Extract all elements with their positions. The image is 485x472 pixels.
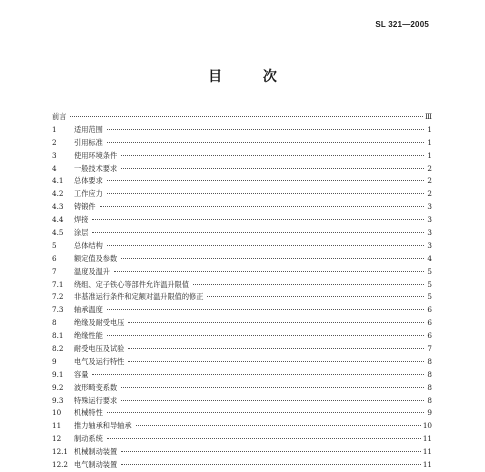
toc-entry[interactable] <box>52 330 432 343</box>
toc-entry-number: 8 <box>52 318 57 328</box>
toc-entry-page: 6 <box>427 318 432 328</box>
toc-entry[interactable] <box>52 420 432 433</box>
toc-entry-page: 11 <box>422 447 432 457</box>
toc-entry-page: 1 <box>427 150 432 160</box>
toc-entry[interactable] <box>52 240 432 253</box>
toc-entry-number: 8.1 <box>52 331 64 341</box>
toc-entry[interactable] <box>52 304 432 317</box>
toc-entry-page: 3 <box>427 240 432 250</box>
toc-entry-number: 2 <box>52 137 57 147</box>
toc-entry-page: 4 <box>427 253 432 263</box>
toc-entry-page: 9 <box>427 408 432 418</box>
table-of-contents <box>52 111 432 472</box>
dot-leader <box>121 450 421 452</box>
toc-entry-number: 4.1 <box>52 176 64 186</box>
toc-entry-number: 9.1 <box>52 369 64 379</box>
toc-entry-number: 3 <box>52 150 57 160</box>
toc-entry[interactable] <box>52 446 432 459</box>
toc-entry-page: 10 <box>422 421 432 431</box>
toc-entry[interactable] <box>52 279 432 292</box>
toc-entry-page: 3 <box>427 202 432 212</box>
toc-entry-number: 8.2 <box>52 344 64 354</box>
dot-leader <box>107 141 424 143</box>
dot-leader <box>128 347 424 349</box>
toc-entry-label: 额定值及参数 <box>74 253 118 263</box>
toc-entry[interactable] <box>52 150 432 163</box>
toc-entry-number: 4.4 <box>52 215 64 225</box>
dot-leader <box>107 128 424 130</box>
toc-entry-number: 4 <box>52 163 57 173</box>
toc-entry[interactable] <box>52 111 432 124</box>
toc-entry-label: 总体结构 <box>74 240 103 250</box>
dot-leader <box>92 373 424 375</box>
toc-entry-label: 特殊运行要求 <box>74 395 118 405</box>
toc-entry[interactable] <box>52 356 432 369</box>
toc-entry-label: 绝缘及耐受电压 <box>74 318 125 328</box>
dot-leader <box>107 179 424 181</box>
dot-leader <box>92 218 424 220</box>
toc-entry-label: 轴承温度 <box>74 305 103 315</box>
toc-entry-label: 机械制动装置 <box>74 447 118 457</box>
toc-entry-page: 11 <box>422 434 432 444</box>
toc-entry-number: 9 <box>52 356 57 366</box>
toc-entry-number: 6 <box>52 253 57 263</box>
toc-entry-label: 引用标准 <box>74 137 103 147</box>
dot-leader <box>107 437 421 439</box>
toc-entry[interactable] <box>52 343 432 356</box>
toc-entry-label: 温度及温升 <box>74 266 110 276</box>
toc-entry-label: 制动系统 <box>74 434 103 444</box>
toc-entry-label: 电气及运行特性 <box>74 356 125 366</box>
toc-entry-number: 4.2 <box>52 189 64 199</box>
toc-entry-number: 12.2 <box>52 460 69 470</box>
toc-entry-page: 8 <box>427 395 432 405</box>
toc-entry-number: 1 <box>52 124 57 134</box>
toc-entry[interactable] <box>52 175 432 188</box>
toc-entry-number: 4.3 <box>52 202 64 212</box>
toc-entry-number: 10 <box>52 408 62 418</box>
dot-leader <box>70 115 423 117</box>
toc-entry-label: 推力轴承和导轴承 <box>74 421 132 431</box>
toc-entry-label: 耐受电压及试验 <box>74 344 125 354</box>
toc-entry-label: 一般技术要求 <box>74 163 118 173</box>
toc-entry-label: 波形畸变系数 <box>74 382 118 392</box>
dot-leader <box>121 399 424 401</box>
dot-leader <box>107 308 424 310</box>
toc-entry-page: 2 <box>427 176 432 186</box>
toc-entry-label: 涂层 <box>74 228 89 238</box>
toc-entry[interactable] <box>52 459 432 472</box>
toc-entry[interactable] <box>52 214 432 227</box>
toc-entry-page: 1 <box>427 137 432 147</box>
toc-entry[interactable] <box>52 369 432 382</box>
dot-leader <box>107 192 424 194</box>
toc-entry-page: Ⅲ <box>425 112 432 121</box>
toc-entry-page: 3 <box>427 228 432 238</box>
toc-entry-page: 6 <box>427 305 432 315</box>
toc-entry-number: 9.3 <box>52 395 64 405</box>
toc-entry-page: 11 <box>422 460 432 470</box>
toc-entry-label: 使用环境条件 <box>74 150 118 160</box>
dot-leader <box>136 424 421 426</box>
dot-leader <box>121 386 424 388</box>
toc-entry[interactable] <box>52 407 432 420</box>
toc-entry-label: 适用范围 <box>74 124 103 134</box>
toc-entry-label: 非基准运行条件和定额对温升限值的修正 <box>74 292 204 302</box>
dot-leader <box>128 360 424 362</box>
toc-entry-number: 7.1 <box>52 279 64 289</box>
toc-entry-number: 7.3 <box>52 305 64 315</box>
dot-leader <box>100 205 424 207</box>
toc-entry[interactable] <box>52 291 432 304</box>
toc-entry-page: 8 <box>427 382 432 392</box>
toc-entry-page: 8 <box>427 369 432 379</box>
standard-code: SL 321—2005 <box>375 20 429 29</box>
toc-entry[interactable] <box>52 163 432 176</box>
toc-entry[interactable] <box>52 227 432 240</box>
toc-entry[interactable] <box>52 201 432 214</box>
toc-entry-label: 机械特性 <box>74 408 103 418</box>
dot-leader <box>121 154 424 156</box>
toc-entry-page: 5 <box>427 279 432 289</box>
toc-entry-label: 前言 <box>52 112 67 121</box>
toc-entry-page: 5 <box>427 292 432 302</box>
dot-leader <box>128 321 424 323</box>
dot-leader <box>92 231 424 233</box>
toc-entry-page: 7 <box>427 344 432 354</box>
toc-entry-label: 绕组、定子铁心等部件允许温升限值 <box>74 279 190 289</box>
dot-leader <box>107 411 424 413</box>
toc-entry[interactable] <box>52 137 432 150</box>
toc-entry-number: 9.2 <box>52 382 64 392</box>
toc-entry-label: 电气制动装置 <box>74 460 118 470</box>
toc-entry-number: 11 <box>52 421 62 431</box>
toc-entry-page: 3 <box>427 215 432 225</box>
toc-entry-page: 2 <box>427 189 432 199</box>
toc-entry[interactable] <box>52 188 432 201</box>
toc-entry-number: 4.5 <box>52 228 64 238</box>
toc-entry[interactable] <box>52 382 432 395</box>
toc-entry-page: 5 <box>427 266 432 276</box>
toc-entry-number: 12 <box>52 434 62 444</box>
toc-entry-page: 6 <box>427 331 432 341</box>
toc-entry-label: 绝缘性能 <box>74 331 103 341</box>
toc-entry-label: 焊接 <box>74 215 89 225</box>
page-title: 目 次 <box>208 69 295 85</box>
toc-entry-number: 5 <box>52 240 57 250</box>
toc-entry[interactable] <box>52 395 432 408</box>
dot-leader <box>121 257 424 259</box>
toc-entry[interactable] <box>52 266 432 279</box>
toc-entry[interactable] <box>52 317 432 330</box>
toc-entry-label: 铸锻件 <box>74 202 96 212</box>
toc-entry-number: 7 <box>52 266 57 276</box>
toc-entry[interactable] <box>52 253 432 266</box>
toc-entry[interactable] <box>52 433 432 446</box>
toc-entry-label: 工作应力 <box>74 189 103 199</box>
dot-leader <box>114 270 424 272</box>
toc-entry-number: 7.2 <box>52 292 64 302</box>
toc-entry-page: 2 <box>427 163 432 173</box>
dot-leader <box>121 463 421 465</box>
toc-entry-page: 8 <box>427 356 432 366</box>
dot-leader <box>107 244 424 246</box>
dot-leader <box>107 334 424 336</box>
dot-leader <box>193 283 424 285</box>
toc-entry[interactable] <box>52 124 432 137</box>
toc-entry-label: 总体要求 <box>74 176 103 186</box>
toc-entry-page: 1 <box>427 124 432 134</box>
dot-leader <box>207 295 424 297</box>
dot-leader <box>121 167 424 169</box>
toc-entry-label: 容量 <box>74 369 89 379</box>
toc-entry-number: 12.1 <box>52 447 69 457</box>
